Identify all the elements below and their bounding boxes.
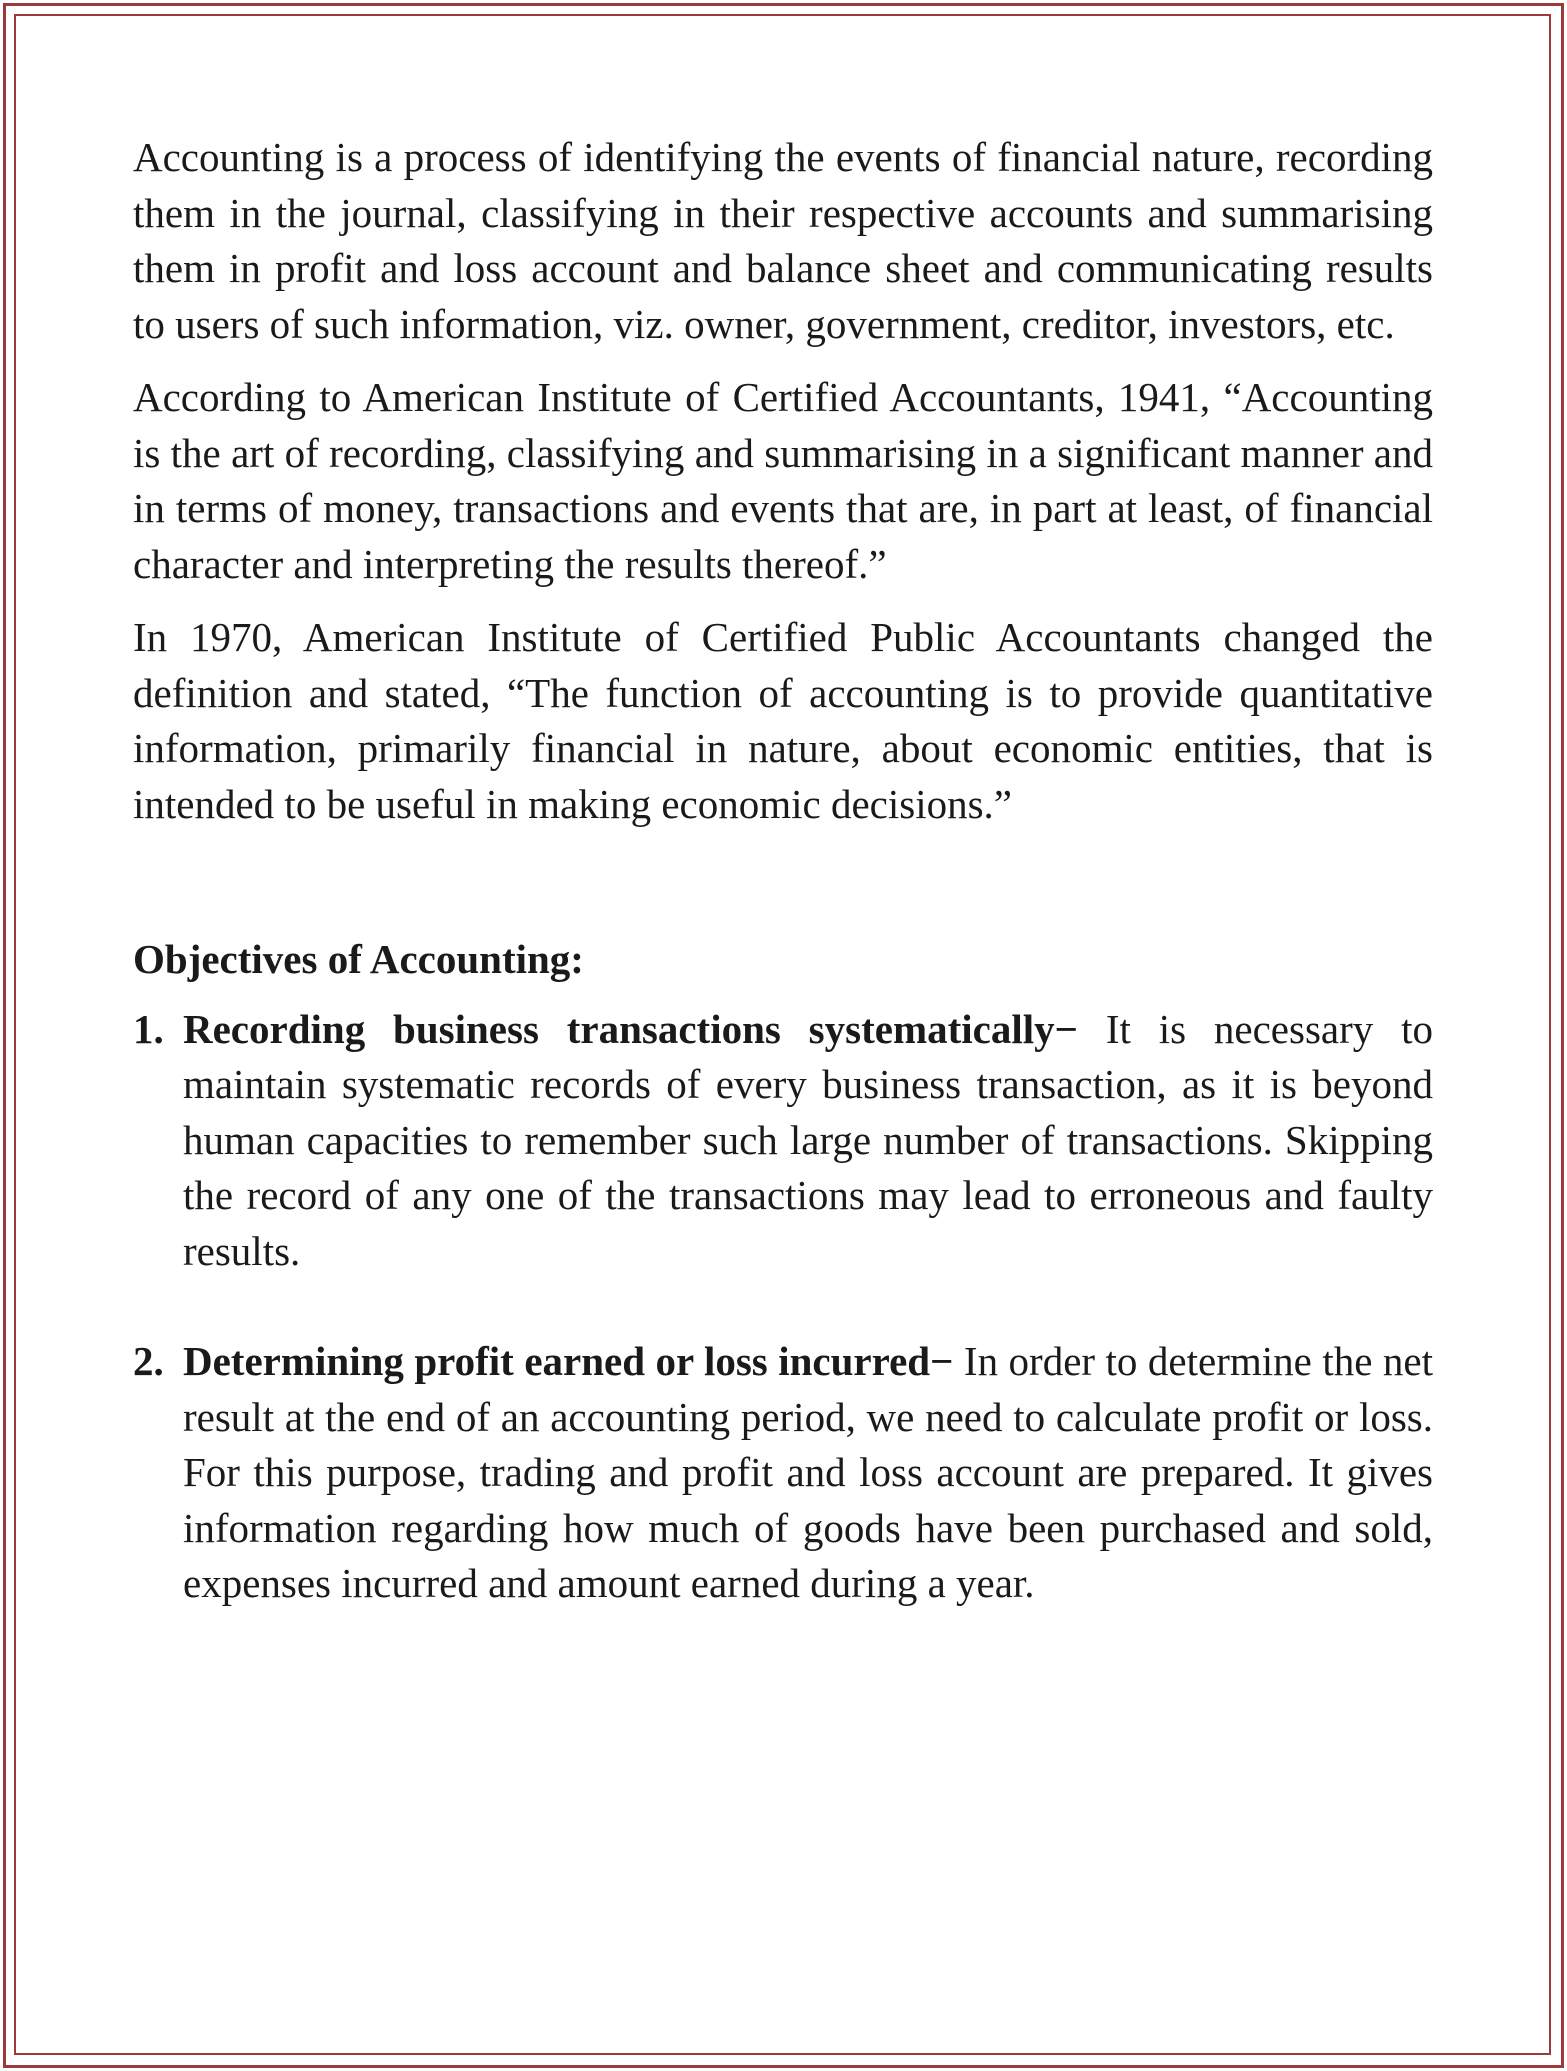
objective-text: In order to determine the net result at the end of an accounting period, we need to calculate profit or loss. For this purpose, trading and profit and loss account are prepared. It gives information regarding how much of goods have been purchased and sold, expenses incurred and amount earned during a year.: [183, 1338, 1433, 1606]
objective-item: [133, 1334, 1433, 1612]
aica-definition-paragraph: According to American Institute of Certified Accountants, 1941, “Accounting is the art of recording, classifying and summarising in a significant manner and in terms of money, transactions and events that are, in part at least, of financial character and interpreting the results thereof.”: [133, 374, 1433, 587]
objective-title: Recording business transactions systematically−: [183, 1005, 1078, 1052]
objective-text: It is necessary to maintain systematic records of every business transaction, as it is beyond human capacities to remember such large number of transactions. Skipping the record of any one of the transactions may lead to erroneous and faulty results.: [183, 1005, 1433, 1274]
objectives-heading: Objectives of Accounting:: [133, 936, 584, 982]
document-body: [133, 130, 1433, 1667]
objective-title: Determining profit earned or loss incurred−: [183, 1338, 954, 1384]
objective-item: [133, 1002, 1433, 1280]
objective-number: 2.: [133, 1338, 164, 1384]
aicpa-definition-paragraph: In 1970, American Institute of Certified Public Accountants changed the definition and stated, “The function of accounting is to provide quantitative information, primarily financial in nature, about economic entities, that is intended to be useful in making economic decisions.”: [133, 614, 1433, 827]
definition-paragraph: Accounting is a process of identifying the events of financial nature, recording them in the journal, classifying in their respective accounts and summarising them in profit and loss account and balance sheet and communicating results to users of such information, viz. owner, government, creditor, investors, etc.: [133, 134, 1433, 347]
objectives-list: [133, 1002, 1433, 1612]
objective-number: 1.: [133, 1005, 164, 1052]
